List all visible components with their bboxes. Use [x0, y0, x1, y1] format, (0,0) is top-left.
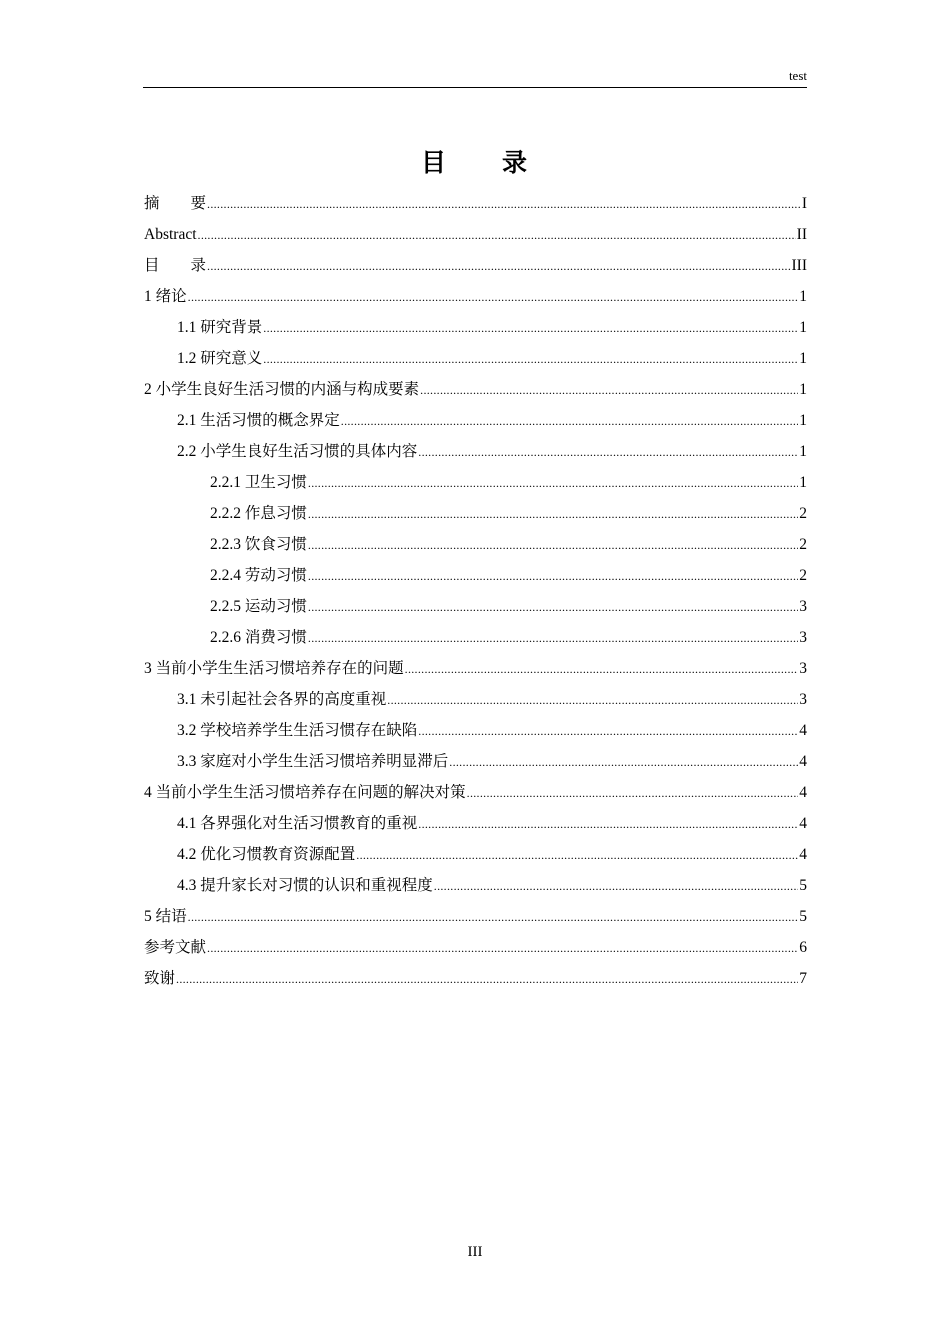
toc-entry-page: 4 — [799, 722, 807, 739]
toc-entry-label: 3.2 学校培养学生生活习惯存在缺陷 — [177, 722, 418, 739]
toc-entry[interactable] — [143, 312, 807, 343]
toc-leader-dots — [420, 375, 798, 406]
toc-entry-label: 摘 要 — [144, 195, 207, 212]
toc-entry[interactable] — [143, 188, 807, 219]
toc-entry-label: 参考文献 — [144, 939, 207, 956]
toc-leader-dots — [188, 902, 799, 933]
toc-leader-dots — [207, 189, 801, 220]
toc-entry-label: 2.1 生活习惯的概念界定 — [177, 412, 340, 429]
toc-entry-page: 2 — [799, 505, 807, 522]
toc-entry[interactable] — [143, 560, 807, 591]
toc-entry-page: 5 — [799, 908, 807, 925]
toc-entry-label: 4.1 各界强化对生活习惯教育的重视 — [177, 815, 418, 832]
toc-entry-page: 1 — [799, 319, 807, 336]
toc-entry-page: 3 — [799, 691, 807, 708]
toc-entry-page: 1 — [799, 474, 807, 491]
toc-entry-label: 目 录 — [144, 257, 207, 274]
toc-entry-label: 3.3 家庭对小学生生活习惯培养明显滞后 — [177, 753, 449, 770]
toc-entry-page: 5 — [799, 877, 807, 894]
toc-leader-dots — [405, 654, 799, 685]
toc-entry[interactable] — [143, 374, 807, 405]
toc-entry-page: 4 — [799, 846, 807, 863]
toc-entry-page: 1 — [799, 381, 807, 398]
toc-entry[interactable] — [143, 839, 807, 870]
toc-entry-page: 3 — [799, 598, 807, 615]
toc-entry-page: 6 — [799, 939, 807, 956]
toc-entry[interactable] — [143, 808, 807, 839]
toc-entry-label: 4 当前小学生生活习惯培养存在问题的解决对策 — [144, 784, 466, 801]
toc-entry[interactable] — [143, 715, 807, 746]
toc-entry-label: 2.2.1 卫生习惯 — [210, 474, 307, 491]
toc-leader-dots — [449, 747, 798, 778]
toc-leader-dots — [418, 716, 798, 747]
toc-entry-label: 2 小学生良好生活习惯的内涵与构成要素 — [144, 381, 420, 398]
toc-entry-label: 5 结语 — [144, 908, 187, 925]
toc-leader-dots — [418, 437, 798, 468]
page-number: III — [467, 1244, 483, 1260]
toc-title: 目 录 — [420, 148, 529, 177]
toc-entry[interactable] — [143, 746, 807, 777]
toc-leader-dots — [198, 220, 796, 251]
toc-entry[interactable] — [143, 529, 807, 560]
toc-entry[interactable] — [143, 870, 807, 901]
toc-leader-dots — [308, 468, 798, 499]
toc-entry-label: 2.2.3 饮食习惯 — [210, 536, 307, 553]
toc-entry[interactable] — [143, 219, 807, 250]
toc-entry-label: 1 绪论 — [144, 288, 187, 305]
toc-entry-page: 4 — [799, 815, 807, 832]
toc-entry-label: 2.2.5 运动习惯 — [210, 598, 307, 615]
toc-leader-dots — [387, 685, 798, 716]
toc-leader-dots — [207, 251, 790, 282]
toc-leader-dots — [263, 313, 798, 344]
toc-leader-dots — [467, 778, 799, 809]
toc-leader-dots — [308, 561, 798, 592]
toc-entry-page: 1 — [799, 288, 807, 305]
toc-entry-page: 4 — [799, 784, 807, 801]
toc-entry[interactable] — [143, 653, 807, 684]
toc-leader-dots — [176, 964, 798, 995]
toc-leader-dots — [418, 809, 798, 840]
toc-leader-dots — [308, 592, 798, 623]
toc-entry-page: II — [796, 226, 807, 243]
toc-leader-dots — [356, 840, 798, 871]
toc-entry-label: 4.3 提升家长对习惯的认识和重视程度 — [177, 877, 433, 894]
toc-entry[interactable] — [143, 343, 807, 374]
toc-entry[interactable] — [143, 901, 807, 932]
toc-entry-label: 2.2.4 劳动习惯 — [210, 567, 307, 584]
toc-entry-label: 1.1 研究背景 — [177, 319, 263, 336]
toc-entry-label: 3 当前小学生生活习惯培养存在的问题 — [144, 660, 404, 677]
toc-leader-dots — [341, 406, 798, 437]
toc-entry[interactable] — [143, 622, 807, 653]
toc-entry-label: 2.2.6 消费习惯 — [210, 629, 307, 646]
table-of-contents — [143, 188, 807, 994]
toc-entry-label: 2.2.2 作息习惯 — [210, 505, 307, 522]
toc-leader-dots — [308, 499, 798, 530]
toc-entry-label: 3.1 未引起社会各界的高度重视 — [177, 691, 387, 708]
toc-leader-dots — [308, 530, 798, 561]
toc-entry[interactable] — [143, 684, 807, 715]
toc-entry[interactable] — [143, 932, 807, 963]
toc-entry-page: 2 — [799, 536, 807, 553]
toc-leader-dots — [188, 282, 799, 313]
toc-entry-label: Abstract — [144, 226, 197, 243]
toc-entry[interactable] — [143, 963, 807, 994]
toc-entry-page: 4 — [799, 753, 807, 770]
toc-entry-page: III — [791, 257, 807, 274]
toc-entry-page: 3 — [799, 660, 807, 677]
toc-entry[interactable] — [143, 777, 807, 808]
page-header — [143, 66, 807, 88]
toc-leader-dots — [434, 871, 798, 902]
toc-entry[interactable] — [143, 436, 807, 467]
header-text: test — [788, 68, 807, 83]
toc-entry[interactable] — [143, 250, 807, 281]
toc-entry-page: 7 — [799, 970, 807, 987]
toc-leader-dots — [207, 933, 798, 964]
toc-leader-dots — [263, 344, 798, 375]
toc-leader-dots — [308, 623, 798, 654]
toc-entry-label: 4.2 优化习惯教育资源配置 — [177, 846, 356, 863]
toc-entry-label: 1.2 研究意义 — [177, 350, 263, 367]
toc-entry-page: I — [801, 195, 807, 212]
toc-entry-label: 2.2 小学生良好生活习惯的具体内容 — [177, 443, 418, 460]
toc-entry-page: 2 — [799, 567, 807, 584]
toc-entry-page: 3 — [799, 629, 807, 646]
toc-entry[interactable] — [143, 467, 807, 498]
toc-entry[interactable] — [143, 498, 807, 529]
toc-entry-label: 致谢 — [144, 970, 176, 987]
toc-entry-page: 1 — [799, 350, 807, 367]
toc-entry-page: 1 — [799, 443, 807, 460]
toc-entry[interactable] — [143, 405, 807, 436]
toc-entry[interactable] — [143, 591, 807, 622]
toc-entry[interactable] — [143, 281, 807, 312]
toc-entry-page: 1 — [799, 412, 807, 429]
